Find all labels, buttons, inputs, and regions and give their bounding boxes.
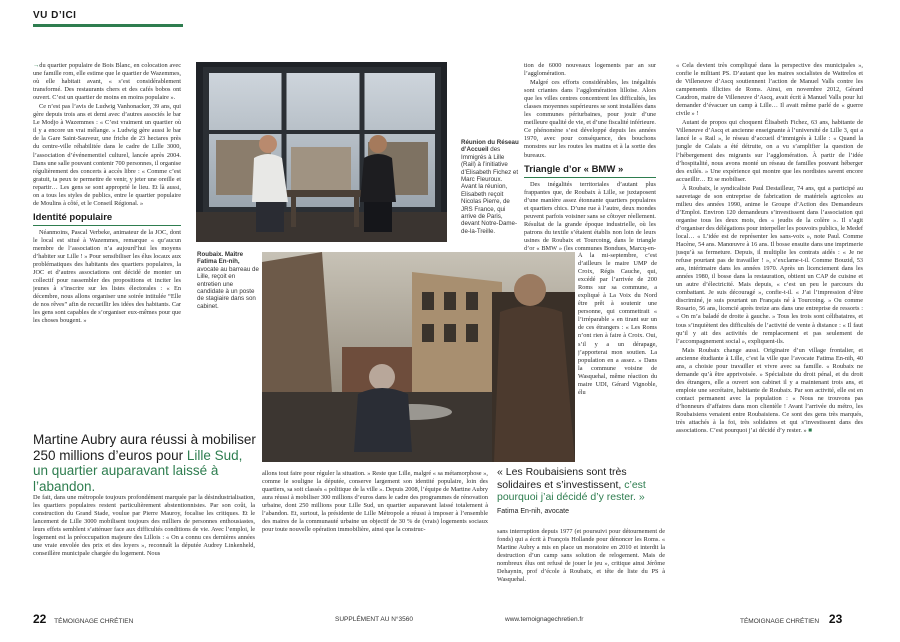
col1-paragraph: Ce n’est pas l’avis de Ludwig Vanhonacker, 39 ans, qui gère depuis trois ans et demi avec d’autres associés le bar Le Modjo à Wazemmes : « C’est vraiment un quartier où il y a encore un vrai mélange. » Ludwig gère aussi le bar de la Gare Saint-Sauveur, une friche de 23 hectares près du centre-ville réhabilitée dans le cadre de Lille 3000, l’association d’événementiel culturel, lancée après 2004. Dans une salle pouvant contenir 700 personnes, il organise régulièrement des concerts à accès libre : « Comme c’est gratuit, ta peux te permettre de venir, y jeter une oreille et repartir… Les gens se sont approprié le lieu. Et là aussi, on a tous les styles de publics, entre le quartier populaire de Moulins à côté, et le Conseil Régional. » xyxy=(33,103,181,207)
section-rule xyxy=(33,24,183,27)
photo-terrace-meeting xyxy=(262,252,575,462)
page-number-right: 23 xyxy=(828,612,843,626)
pull-quote-highlight: c’est pourquoi j’ai décidé d’y rester. » xyxy=(497,478,646,503)
caption-title: Réunion du Réseau d’Accueil xyxy=(461,139,519,154)
page-number-left: 22 xyxy=(33,612,47,626)
col1-heading: Identité populaire xyxy=(33,212,181,226)
col4-paragraph: « Cela devient très compliqué dans la perspective des municipales », confie le militant PS. D’autant que les maires socialistes de Wattrelos et de Villeneuve d’Ascq soutiennent l’action de Manuel Valls contre les campements illicites de Roms. Ainsi, en novembre 2012, Gérard Caudron, maire de Villeneuve d’Ascq, avait écrit à Manuel Valls pour lui demander d’évacuer un camp à Lille… Il avait même parlé de « guerre civile » ! xyxy=(676,62,863,118)
magazine-name-right: TÉMOIGNAGE CHRÉTIEN xyxy=(740,618,820,625)
article-column-3 xyxy=(524,62,656,252)
col3-paragraph: Des inégalités territoriales d’autant plus frappantes que, de Roubaix à Lille, se juxtaposent d’une manière assez étonnante quartiers populaires et quartiers chics. D’une rue à l’autre, deux mondes peuvent parfois voisiner sans se côtoyer réellement. Résultat de la grande époque industrielle, où les patrons du textile s’étaient établis non loin de leurs usines de Roubaix et Tourcoing, dans le triangle d’or « BMW » (les communes Bondues, Marcq-en- xyxy=(524,180,656,252)
continuation-arrow-icon: → xyxy=(33,62,40,69)
article-column-3b xyxy=(578,252,657,462)
article-column-bottom-left xyxy=(33,494,255,608)
col4-paragraph: À Roubaix, le syndicaliste Paul Destailleur, 74 ans, qui a participé au sauvetage de son entreprise de fabrication de matériels agricoles au milieu des années 1990, anime le Groupe d’Action des Demandeurs d’Emploi. Environ 120 demandeurs s’investissent dans l’association qui organise tous les deux mois, des « jeudis de la colère ». Il s’agit d’organiser des délégations pour interpeller les pouvoirs publics, le Medef local… « L’idée est de représenter les sans-voix », note Paul. Comme Hacène, 54 ans. Manœuvre à 16 ans. Il bosse ensuite dans une imprimerie jusqu’à sa fermeture. Depuis, il multiplie les contrats aidés : « Je ne refuse pourtant pas de travailler ! », s’exclame-t-il. Comme Bouzid, 53 ans, intérimaire dans les années 1970. Après un licenciement dans les années 1980, il bosse dans la restauration, obtient un CAP de cuisine et un autre d’électricité. Mais depuis, « c’est un peu le parcours du combattant. Je suis découragé », confie-t-il. « J’ai l’impression d’être discriminé, je suis pourtant un Français né à Tourcoing. » Ou comme Rosario, 56 ans, licencié après treize ans dans une entreprise de ressorts : « On m’a baladé de droite à gauche. » Tous les trois sont célibataires, et tous s’inquiètent des difficultés de l’activité de vente à distance : « Il faut qu’il y ait des activités de remplacement et pas seulement de l’accompagnement social », expliquent-ils. xyxy=(676,184,863,345)
article-column-4 xyxy=(676,62,863,606)
pull-quote-author: Fatima En-nih, avocate xyxy=(497,507,569,515)
article-column-1 xyxy=(33,62,181,428)
body-paragraph: De fait, dans une métropole toujours profondément marquée par la désindustrialisation, les quartiers populaires restent particulièrement abstentionnistes. Par son coût, la construction du Grand Stade, voulue par Pierre Mauroy, focalise les critiques. Et le lancement de Lille 3000 mobilisent toujours des milliers de personnes enthousiastes, leurs effets semblent s’atténuer face aux difficultés conditions de vie. Avec l’emploi, le logement est la préoccupation majeure des Lillois : « On a connu ces dernières années une vraie envolée des prix et des loyers », reconnaît la députée Audrey Linkenheld, conseillère municipale chargée du logement. Nous xyxy=(33,494,255,558)
col4-paragraph: Autant de propos qui choquent Élisabeth Fichez, 63 ans, habitante de Villeneuve d’Ascq et ancienne enseignante à l’université de Lille 3, qui a lancé le « Rail », le réseau d’accueil d’immigrés à Lille : « Quand la jungle de Calais a été détruite, on a vu s’amplifier la question de l’hébergement des migrants sur l’agglomération. À partir de l’idée d’hospitalité, nous avons monté un réseau de familles pouvant héberger des exilés. » Une expérience qui montre que les nordistes savent encore accueillir… Et se mobiliser. xyxy=(676,119,863,183)
col4-paragraph: Mais Roubaix change aussi. Originaire d’un village frontalier, et ancienne étudiante à Lille, c’est la ville que l’avocate Fatima En-nih, 40 ans, a choisie pour travailler et vivre avec sa famille. « Roubaix ne demande qu’à être apprivoisée. » Spécialiste du droit pénal, et du droit des étrangers, elle a ouvert son cabinet il y a maintenant trois ans, et emploie une secrétaire, habitante de Roubaix. Par son activité, elle est en contact permanent avec la population : « Nous ne trouvons pas d’honneurs d’affaires dans mon clientèle ! Avant l’arrivée du métro, les Roubaisiens venaient entre Roubaisiens. Ce sont des gens très marqués, très attachés à la foi, très solidaires et qui s’investissent dans des associations. C’est pourquoi j’ai décidé d’y rester. » ■ xyxy=(676,346,863,435)
col3-paragraph: À la mi-septembre, c’est d’ailleurs le maire UMP de Croix, Régis Cauche, qui, excédé par l’arrivée de 200 Roms sur sa commune, a expliqué à La Voix du Nord être prêt à soutenir une personne, qui commettrait « l’irréparable » en tirant sur un de ces étrangers : « Les Roms n’ont rien à faire à Croix. Oui, s’il y a un dérapage, j’apporterai mon soutien. La population en a assez. » Dans la commune voisine de Wasquehal, même réaction du maire UDI, Gérard Vignoble, élu xyxy=(578,252,657,396)
end-mark-icon: ■ xyxy=(808,427,813,435)
footer-right xyxy=(740,612,842,626)
article-column-bottom-right xyxy=(497,528,665,608)
caption-text: avocate au barreau de Lille, reçoit en entretien une candidate à un poste de stagiaire dans son cabinet. xyxy=(197,265,259,310)
pull-quote-aubry xyxy=(33,432,258,494)
photo-caption-lawyer xyxy=(197,251,259,311)
caption-text: des Immigrés à Lille (Rail) à l’initiative d’Elisabeth Fichez et Marc Fleuroux. Avant la réunion, Elisabeth reçoit Nicolas Pierre, de JRS France, qui arrive de Paris, devant Notre-Dame-de-la-Treille. xyxy=(461,146,519,235)
col3-heading: Triangle d’or « BMW » xyxy=(524,164,656,178)
col3-paragraph: Malgré ces efforts considérables, les inégalités sont criantes dans l’agglomération lilloise. Alors que les villes centres concentrent les difficultés, les classes moyennes supérieures se sont installées dans les communes périurbaines, pour jouir d’une meilleure qualité de vie, et d’une fiscalité inférieure. Ce phénomène s’est développé depuis les années 1970, avec pour conséquence, des bouchons monstres sur les routes les matins et à la sortie des bureaux. xyxy=(524,79,656,159)
footer-left xyxy=(33,612,133,626)
pull-quote-highlight: Lille Sud, un quartier auparavant laissé à l’abandon. xyxy=(33,447,243,494)
magazine-name-left: TÉMOIGNAGE CHRÉTIEN xyxy=(54,618,134,625)
footer-supplement: SUPPLÉMENT AU N°3560 xyxy=(335,616,413,623)
col1-paragraph: Néanmoins, Pascal Verbeke, animateur de la JOC, dont le local est situé à Wazemmes, remarque « qu’aucun membre de l’association n’a aujourd’hui les moyens d’habiter sur Lille ! » Pour sensibiliser les élus locaux aux problématiques des habitants des quartiers populaires, la JOC et d’autres associations ont décidé de monter un collectif pour rassembler des propositions et inciter les jeunes à s’inscrire sur les listes électorales : « En décembre, nous allons organiser une soirée intitulée “Elle de nos rêves” afin de recueillir les idées des habitants. Car les gens sont capables de s’organiser eux-mêmes pour que les choses bougent. » xyxy=(33,228,181,325)
caption-title: Roubaix. Maître Fatima En-nih, xyxy=(197,251,244,266)
col3-intro: tion de 6000 nouveaux logements par an sur l’agglomération. xyxy=(524,62,656,78)
body-paragraph: sans interruption depuis 1977 (et poursuivi pour détournement de fonds) qui a écrit à François Hollande pour dénoncer les Roms. « Martine Aubry a mis en place un moratoire en 2010 et interdit la destruction d’un camp sans solution de relogement. Mais de nombreux élus ont refusé de jouer le jeu », critique ainsi Jérôme Dehaynin, prof d’école à Roubaix, et tête de liste du PS à Wasquehal. xyxy=(497,528,665,584)
article-column-bottom-mid xyxy=(262,470,488,608)
section-tag: VU D’ICI xyxy=(33,10,77,21)
photo-lawyer-office xyxy=(196,62,447,242)
footer-website: www.temoignagechretien.fr xyxy=(505,616,584,623)
photo-caption-meeting xyxy=(461,139,519,239)
pull-quote-fatima xyxy=(497,466,667,518)
col1-intro: →du quartier populaire de Bois Blanc, en colocation avec une famille rom, elle estime que le quartier de Wazemmes, où elle habitait avant, « s’est considérablement transformé. Des restaurants chers et des cafés bobos ont ouvert. C’est un quartier de moins en moins populaire ». xyxy=(33,62,181,102)
pull-quote-text: Martine Aubry aura réussi à mobiliser 250 millions d’euros pour xyxy=(33,432,256,463)
body-paragraph: allons tout faire pour réguler la situation. » Reste que Lille, malgré « sa métamorphose », comme le souligne la députée, conserve largement son identité populaire, loin des quartiers, sa soit classés « politique de la ville ». Depuis 2008, l’équipe de Martine Aubry aura réussi à mobiliser 300 millions d’euros dans le cadre des programmes de rénovation urbaine, dont 250 millions pour Lille Sud, un quartier auparavant laissé totalement à l’abandon. Et, surtout, la présidente de Lille Métropole a réussi à imposer à l’ensemble des maires de la communauté urbaine un objectif de 30 % de (vrais) logements sociaux pour toute nouvelle opération immobilière, ainsi que la construc- xyxy=(262,470,488,534)
pull-quote-text: « Les Roubaisiens sont très solidaires et s’investissent, xyxy=(497,466,627,491)
